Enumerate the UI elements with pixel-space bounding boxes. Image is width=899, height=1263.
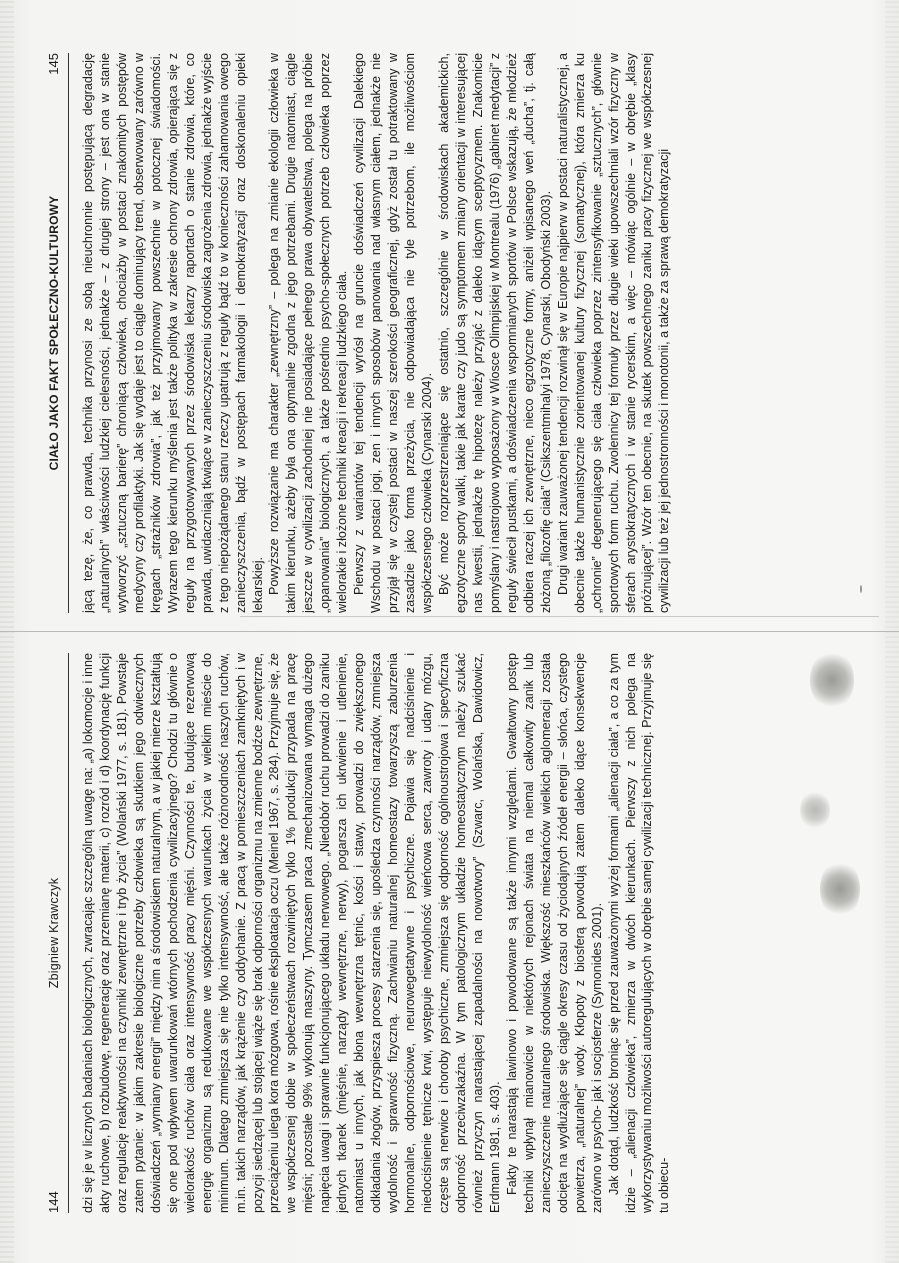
page-number: 145 [46, 53, 61, 75]
paragraph: Pierwszy z wariantów tej tendencji wyrósł na gruncie doświadczeń cywilizacji Dalekiego Wschodu w postaci jogi, zen i innych sposobów panowania nad własnym ciałem, jednakże nie przyjął się w czystej postaci w naszej szerokości geograficznej, gdyż został tu potraktowany w zasadzie jako forma przeżycia, nie odpowiadająca nie tyle potrzebom, ile możliwościom współczesnego człowieka (Cynarski 2004). [352, 53, 435, 613]
left-running-head [44, 653, 69, 1213]
paragraph: Powyższe rozwiązanie ma charakter „zewnętrzny” – polega na zmianie ekologii człowieka w takim kierunku, ażeby była ona optymalnie zgodna z jego potrzebami. Drugie natomiast, ciągle jeszcze w cywilizacji zachodniej nie posiadające pełnego prawa obywatelstwa, polega na próbie „opanowania” biologicznych, a także pośrednio psycho-społecznych potrzeb człowieka poprzez wielorakie i złożone techniki kreacji i rekreacji ludzkiego ciała. [267, 53, 350, 613]
paragraph: dzi się je w licznych badaniach biologicznych, zwracając szczególną uwagę na: „a) lokomocje i inne akty ruchowe, b) rozbudowę, regenerację oraz przemianę materii, c) rozród i d) koordynację funkcji oraz regulację reaktywności na czynniki zewnętrzne i tryb życia” (Wolański 1977, s. 181). Powstaje zatem pytanie: w jakim zakresie biologiczne potrzeby człowieka są skutkiem jego odwiecznych doświadczeń „wymiany energii” między nim a środowiskiem naturalnym, a w jakiej mierze kształtują się one pod wpływem uwarunkowań wtórnych pochodzenia cywilizacyjnego? Chodzi tu głównie o wielorakość ruchów ciała oraz intensywność pracy mięśni. Czynności te, budujące rezerwową energię organizmu są redukowane we współczesnych warunkach życia w wielkim mieście do minimum. Dlatego zmniejsza się nie tylko intensywność, ale także różnorodność naszych ruchów, m.in. takich narządów, jak krążenie czy oddychanie. Z pracą w pomieszczeniach zamkniętych i w pozycji siedzącej lub stojącej wiąże się brak odporności organizmu na zmienne bodźce zewnętrzne, przeciążeniu ulega kora mózgowa, rośnie eksploatacja oczu (Meinel 1967, s. 284). Przyjmuje się, że we współczesnej dobie w społeczeństwach rozwiniętych tylko 1% produkcji przypada na pracę mięśni; pozostałe 99% wykonują maszyny. Tymczasem praca zmechanizowana wymaga dużego napięcia uwagi i sprawnie funkcjonującego układu nerwowego. „Niedobór ruchu prowadzi do zaniku jednych tkanek (mięśnie, narządy wewnętrzne, nerwy), pogarsza ich ukrwienie i utlenienie, natomiast u innych, jak błona wewnętrzna tętnic, kości i stawy, prowadzi do zwiększonego odkładania złogów, przyspiesza procesy starzenia się, upośledza czynności narządów, zmniejsza wydolność i sprawność fizyczną. Zachwianiu naturalnej homeostazy towarzyszą zaburzenia hormonalne, odpornościowe, neurowegetatywne i psychiczne. Pojawia się nadciśnienie i niedociśnienie tętnicze krwi, występuje niewydolność wieńcowa serca, zawroty i udary mózgu, częste są nerwice i choroby psychiczne, zmniejsza się odporność ogólnoustrojowa i specyficzna odporność przeciwzakaźna. W tym patologicznym układzie homeostatycznym należy szukać również przyczyn narastającej zapadalności na nowotwory” (Szwarc, Wolańska, Dawidowicz, Erdmann 1981, s. 403). [81, 653, 502, 1213]
running-head-chapter-title: CIAŁO JAKO FAKT SPOŁECZNO-KULTUROWY [47, 195, 61, 471]
paragraph: jącą tezę, że, co prawda, technika przynosi ze sobą nieuchronnie postępującą degradację „naturalnych” właściwości ludzkiej cielesności, jednakże – z drugiej strony – jest ona w stanie wytworzyć „sztuczną barierę” chroniącą człowieka, chociażby w postaci znakomitych postępów medycyny czy profilaktyki. Jak się wydaje jest to ciągle dominujący trend, obserwowany zarówno w kręgach „strażników zdrowia”, jak też przyjmowany powszechnie w potocznej świadomości. Wyrazem tego kierunku myślenia jest także polityka w zakresie ochrony zdrowia, opierająca się z reguły na przygotowywanych przez środowiska lekarzy raportach o stanie zdrowia, które, co prawda, uwidaczniają tkwiące w zanieczyszczeniu środowiska zagrożenia zdrowia, jednakże wyjście z tego niepożądanego stanu rzeczy upatrują z reguły bądź to w konieczności zahamowania owego zanieczyszczenia, bądź w postępach farmakologii i demokratyzacji oraz doskonaleniu opieki lekarskiej. [81, 53, 265, 613]
right-running-head [44, 53, 69, 613]
paragraph: Być może rozprzestrzeniające się ostatnio, szczególnie w środowiskach akademickich, egzotyczne sporty walki, takie jak karate czy judo są symptomem zmiany orientacji w interesującej nas kwestii, jednakże tę hipotezę należy przyjąć z daleko idącym sceptycyzmem. Znakomicie pomyślany i nastrojowo wyposażony w Wiosce Olimpijskiej w Montrealu (1976) „gabinet medytacji” z reguły świecił pustkami, a doświadczenia wspomnianych sportów w Polsce wskazują, że młodzież odbiera raczej ich zewnętrzne, nieco egzotyczne formy, aniżeli wpisanego weń „ducha”, tj. całą złożoną „filozofię ciała” (Csikszentmihalyi 1978, Cynarski, Obodyński 2003). [437, 53, 553, 613]
running-head-author: Zbigniew Krawczyk [47, 877, 61, 989]
paragraph: Jak dotąd, ludzkość broniąc się przed zauważonymi wyżej formami „alienacji ciała”, a co za tym idzie – „alienacji człowieka”, zmierza w dwóch kierunkach. Pierwszy z nich polega na wykorzystywaniu możliwości autoregulujących w obrębie samej cywilizacji technicznej. Przyjmuje się tu obiecu- [606, 653, 672, 1213]
right-page [0, 53, 899, 613]
left-page [0, 653, 899, 1213]
paragraph: Drugi wariant zauważonej tendencji rozwinął się w Europie najpierw w postaci naturalistycznej, a obecnie także humanistycznie zorientowanej kultury fizycznej (somatycznej), która zmierza ku „ochronie” degenerującego się ciała człowieka poprzez zintensyfikowanie „sztucznych”, głównie sportowych form ruchu. Zwolennicy tej formuły przez długie wieki upowszechniali wzór fizyczny w sferach arystokratycznych i w stanie rycerskim, a więc – mówiąc ogólnie – w obrębie „klasy próżnującej”. Wzór ten obecnie, na skutek powszechnego zaniku pracy fizycznej we współczesnej cywilizacji lub też jej jednostronności i monotonii, a także za sprawą demokratyzacji [555, 53, 672, 613]
right-page-body [80, 53, 879, 613]
page-number: 144 [46, 1191, 61, 1213]
paragraph: Fakty te narastają lawinowo i powodowane są także innymi względami. Gwałtowny postęp techniki wpłynął mianowicie w niektórych rejonach świata na niemal całkowity zanik lub zanieczyszczenie naturalnego środowiska. Większość mieszkańców wielkich aglomeracji została odcięta na wydłużające się ciągle okresy czasu od życiodajnych źródeł energii – słońca, czystego powietrza, „naturalnej” wody. Kłopoty z biosferą powodują zatem daleko idące konsekwencje zarówno w psycho- jak i socjosferze (Symonides 2001). [504, 653, 604, 1213]
left-page-body [80, 653, 879, 1213]
